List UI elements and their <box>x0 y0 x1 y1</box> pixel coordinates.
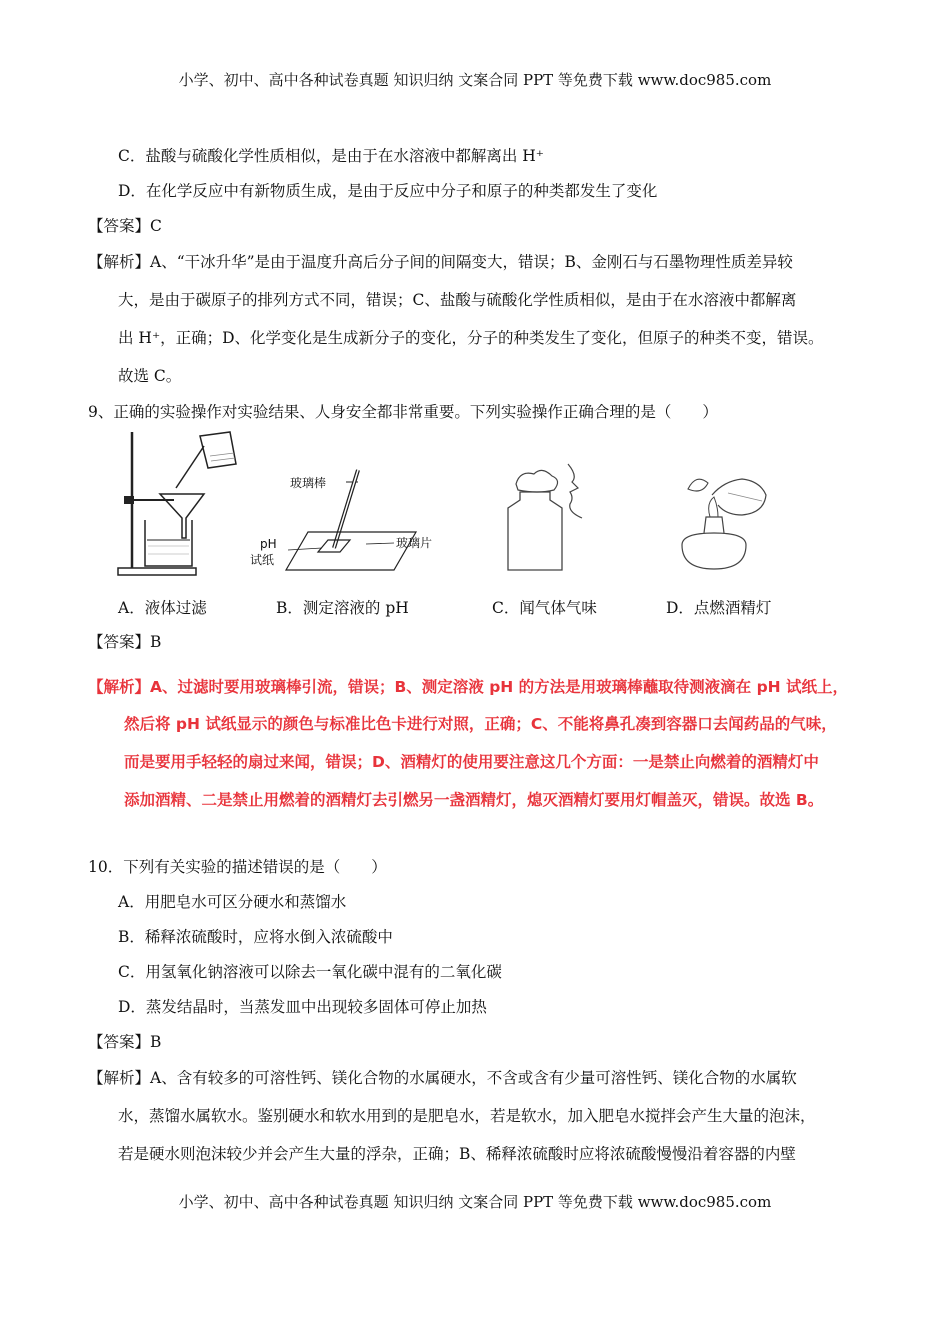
q9-option-c: C．闻气体气味 <box>492 599 597 617</box>
smell-gas-figure <box>486 462 596 577</box>
alcohol-lamp-figure <box>668 465 778 575</box>
filtration-apparatus-figure <box>112 428 247 578</box>
q10-explanation-line: 若是硬水则泡沫较少并会产生大量的浮杂，正确；B、稀释浓硫酸时应将浓硫酸慢慢沿着容器的内壁 <box>118 1145 796 1163</box>
q9-explanation-line: 然后将 pH 试纸显示的颜色与标准比色卡进行对照，正确；C、不能将鼻孔凑到容器口去闻药品的气味， <box>124 715 837 733</box>
glass-plate-label: 玻璃片 <box>396 536 433 550</box>
q9-answer: 【答案】B <box>88 633 162 651</box>
q8-explanation-line: 故选 C。 <box>118 367 182 385</box>
glass-rod-label: 玻璃棒 <box>290 476 327 490</box>
ph-test-figure <box>248 460 458 580</box>
q9-explanation-line: 而是要用手轻轻的扇过来闻，错误；D、酒精灯的使用要注意这几个方面：一是禁止向燃着的酒精灯中 <box>124 753 819 771</box>
test-paper-label: 试纸 <box>250 553 275 567</box>
q10-stem: 10．下列有关实验的描述错误的是（ ） <box>88 858 387 876</box>
q8-explanation-line: 大，是由于碳原子的排列方式不同，错误；C、盐酸与硫酸化学性质相似，是由于在水溶液中都解离 <box>118 291 797 309</box>
ph-label: pH <box>260 537 277 551</box>
q8-explanation-line: 出 H⁺，正确；D、化学变化是生成新分子的变化，分子的种类发生了变化，但原子的种类不变，错误。 <box>118 329 824 347</box>
q9-option-a: A．液体过滤 <box>118 599 207 617</box>
q8-option-d: D．在化学反应中有新物质生成，是由于反应中分子和原子的种类都发生了变化 <box>118 182 658 200</box>
q10-answer: 【答案】B <box>88 1033 162 1051</box>
q10-option-d: D．蒸发结晶时，当蒸发皿中出现较多固体可停止加热 <box>118 998 487 1016</box>
q10-explanation-line: 水，蒸馏水属软水。鉴别硬水和软水用到的是肥皂水，若是软水，加入肥皂水搅拌会产生大量的泡沫， <box>118 1107 816 1125</box>
q8-option-c: C．盐酸与硫酸化学性质相似，是由于在水溶液中都解离出 H⁺ <box>118 147 544 165</box>
q9-option-d: D．点燃酒精灯 <box>666 599 772 617</box>
q9-stem: 9、正确的实验操作对实验结果、人身安全都非常重要。下列实验操作正确合理的是（ ） <box>88 403 718 421</box>
q8-explanation-line: 【解析】A、“干冰升华”是由于温度升高后分子间的间隔变大，错误；B、金刚石与石墨物理性质差异较 <box>88 253 793 271</box>
page-header: 小学、初中、高中各种试卷真题 知识归纳 文案合同 PPT 等免费下载 www.doc985.com <box>178 71 772 89</box>
q9-explanation-line: 添加酒精、二是禁止用燃着的酒精灯去引燃另一盏酒精灯，熄灭酒精灯要用灯帽盖灭，错误。故选 B。 <box>124 791 824 809</box>
page-footer: 小学、初中、高中各种试卷真题 知识归纳 文案合同 PPT 等免费下载 www.doc985.com <box>178 1193 772 1211</box>
q10-option-c: C．用氢氧化钠溶液可以除去一氧化碳中混有的二氧化碳 <box>118 963 502 981</box>
q9-option-b: B．测定溶液的 pH <box>276 599 409 617</box>
q8-answer: 【答案】C <box>88 217 162 235</box>
q10-explanation-line: 【解析】A、含有较多的可溶性钙、镁化合物的水属硬水，不含或含有少量可溶性钙、镁化合物的水属软 <box>88 1069 797 1087</box>
q9-explanation-line: 【解析】A、过滤时要用玻璃棒引流，错误；B、测定溶液 pH 的方法是用玻璃棒蘸取待测液滴在 pH 试纸上， <box>88 678 849 696</box>
q10-option-b: B．稀释浓硫酸时，应将水倒入浓硫酸中 <box>118 928 393 946</box>
q10-option-a: A．用肥皂水可区分硬水和蒸馏水 <box>118 893 347 911</box>
